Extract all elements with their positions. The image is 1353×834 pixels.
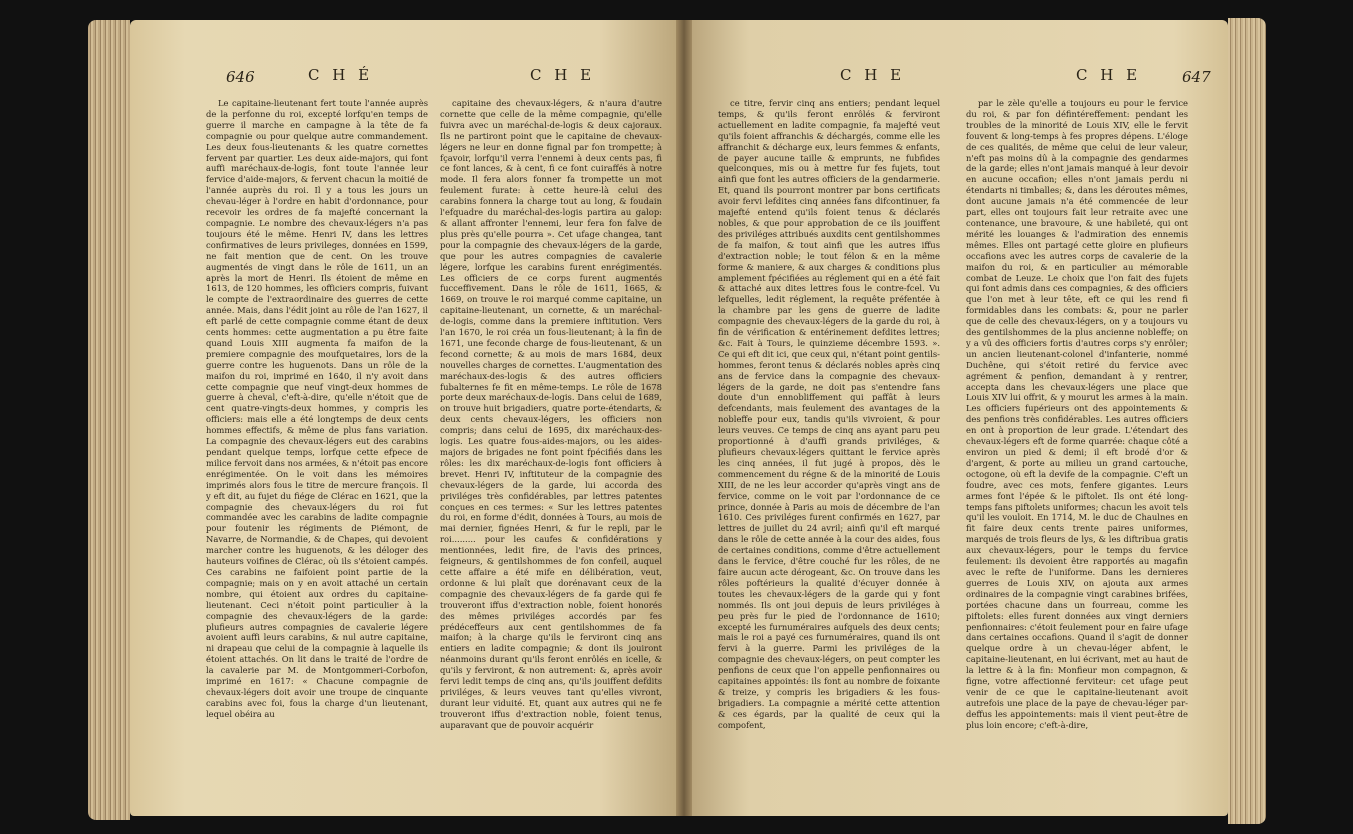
book-gutter <box>676 20 692 816</box>
column-text: ce titre, fervir cinq ans entiers; pendant lequel temps, & qu'ils feront enrôlés & ferviront actuellement en ladite compagnie, fa majefté veut qu'ils foient affranchis & déchargés, comme elle les affranchit & décharge eux, leurs femmes & enfants, de payer aucune taille & emprunts, ne fubfides quelconques, mis ou à mettre fur fes fujets, tout ainfi que font les autres officiers de la gendarmerie. Et, quand ils pourront montrer par bons certificats avoir fervi lefdites cinq années fans difcontinuer, fa majefté entend qu'ils foient tenus & déclarés nobles, & que pour approbation de ce ils jouiffent des priviléges attribués auxdits cent gentilshommes de fa maifon, & tout ainfi que les autres iffus d'extraction noble; le tout félon & en la même forme & maniere, & aux charges & conditions plus amplement fpécifiées au réglement qui en a été fait & attaché aux dites lettres fous le contre-fcel. Vu lefquelles, ledit réglement, la requête préfentée à la chambre par les gens de guerre de ladite compagnie des chevaux-légers de la garde du roi, à fin de vérification & entérinement defdites lettres; &c. Fait à Tours, le quinzieme décembre 1593. ». Ce qui eft dit ici, que ceux qui, n'étant point gentils-hommes, feront tenus & déclarés nobles après cinq ans de fervice dans la compagnie des chevaux-légers de la garde, ne doit pas s'entendre fans doute d'un ennobliffement qui paffât à leurs defcendants, mais feulement des avantages de la nobleffe pour eux, tandis qu'ils vivroient, & pour leurs veuves. Ce temps de cinq ans ayant paru peu proportionné à d'auffi grands priviléges, & plufieurs chevaux-légers quittant le fervice après les cinq années, il fut jugé à propos, dès le commencement du régne & de la minorité de Louis XIII, de ne les leur accorder qu'après vingt ans de fervice, comme on le voit par l'ordonnance de ce prince, donnée à Paris au mois de décembre de l'an 1610. Ces priviléges furent confirmés en 1627, par lettres de juillet du 24 avril; ainfi qu'il eft marqué dans le rôle de cette année à la cour des aides, fous de certaines conditions, comme d'être actuellement dans le fervice, d'être couché fur les rôles, de ne faire aucun acte dérogeant, &c. On trouve dans les rôles poftérieurs la qualité d'écuyer donnée à toutes les chevaux-légers de la garde qui y font nommés. Ils ont joui depuis de leurs priviléges à peu près fur le pied de l'ordonnance de 1610; excepté les furnuméraires aufquels des deux cents; mais le roi a payé ces furnuméraires, quand ils ont fervi à la guerre. Parmi les priviléges de la compagnie des chevaux-légers, on peut compter les penfions de ceux que l'on appelle penfionnaires ou capitaines appointés: ils font au nombre de foixante & treize, y compris les brigadiers & les fous-brigadiers. La compagnie a mérité cette attention & ces égards, par la qualité de ceux qui la compofent, <box>718 98 940 730</box>
page-edges-left <box>88 20 130 820</box>
column-text: capitaine des chevaux-légers, & n'aura d'autre cornette que celle de la même compagnie, qu'elle fuivra avec un maréchal-de-logis & deux cajoraux. Ils ne partiront point que le capitaine de chevaux-légers ne leur en donne fignal par fon trompette; à fçavoir, lorfqu'il verra l'ennemi à deux cents pas, fi ce font lances, & à cent, fi ce font cuiraffés à notre mode. Il fera alors fonner fa trompette un mot feulement furate: à cette heure-là celui des carabins fonnera la charge tout au long, & foudain l'efquadre du maréchal-des-logis partira au galop: & allant affronter l'ennemi, leur fera fon falve de plus près qu'elle pourra ». Cet ufage changea, tant pour la compagnie des chevaux-légers de la garde, que pour les autres compagnies de cavalerie légere, lorfque les carabins furent enrégimentés. Les officiers de ce corps furent augmentés fucceffivement. Dans le rôle de 1611, 1665, & 1669, on trouve le roi marqué comme capitaine, un capitaine-lieutenant, un cornette, & un maréchal-de-logis, comme dans la premiere inftitution. Vers l'an 1670, le roi créa un fous-lieutenant; à la fin de 1671, une feconde charge de fous-lieutenant, & un fecond cornette; & au mois de mars 1684, deux nouvelles charges de cornettes. L'augmentation des maréchaux-des-logis & des autres officiers fubalternes fe fit en même-temps. Le rôle de 1678 porte deux maréchaux-de-logis. Dans celui de 1689, on trouve huit brigadiers, quatre porte-étendarts, & deux cents chevaux-légers, les officiers non compris; dans celui de 1695, dix maréchaux-des-logis. Les quatre fous-aides-majors, ou les aides-majors de brigades ne font point fpécifiés dans les rôles: les dix maréchaux-de-logis font officiers à brevet. Henri IV, inftituteur de la compagnie des chevaux-légers de la garde, lui accorda des priviléges très confidérables, par lettres patentes conçues en ces termes: « Sur les lettres patentes du roi, en forme d'édit, données à Tours, au mois de mai dernier, fignées Henri, & fur le repli, par le roi......... pour les caufes & confidérations y mentionnées, ledit fire, de l'avis des princes, feigneurs, & gentilshommes de fon confeil, auquel cette affaire a été mife en délibération, veut, ordonne & lui plaît que dorénavant ceux de la compagnie des chevaux-légers de fa garde qui fe trouveront iffus d'extraction noble, foient honorés des mêmes priviléges accordés par fes prédéceffeurs aux cent gentilshommes de fa maifon; à la charge qu'ils le ferviront cinq ans entiers en ladite compagnie; & dont ils jouiront néanmoins durant qu'ils feront enrôlés en icelle, & qu'ils y ferviront, & non autrement: &, après avoir fervi ledit temps de cinq ans, qu'ils jouiffent defdits priviléges, & leurs veuves tant qu'elles vivront, durant leur viduité. Et, quant aux autres qui ne fe trouveront iffus d'extraction noble, foient tenus, auparavant que de pouvoir acquérir <box>440 98 662 730</box>
running-head-left-page-right: C H E <box>530 66 596 84</box>
running-head-right-page-left: C H E <box>840 66 906 84</box>
right-page <box>684 20 1228 816</box>
running-head-left: C H É <box>308 66 374 84</box>
column-text: par le zèle qu'elle a toujours eu pour le fervice du roi, & par fon défintéreffement: pendant les troubles de la minorité de Louis XIV, elle le fervit fouvent & long-temps à fes propres dépens. L'éloge de ces qualités, de même que celui de leur valeur, n'eft pas moins dû à la compagnie des gendarmes de la garde; elles n'ont jamais manqué à leur devoir en aucune occafion; elles n'ont jamais perdu ni étendarts ni timballes; &, dans les déroutes mêmes, dont aucune jamais n'a été commencée de leur part, elles ont toujours fait leur retraite avec une contenance, une bravoure, & une habileté, qui ont mérité les louanges & l'admiration des ennemis mêmes. Elles ont partagé cette gloire en plufieurs occafions avec les autres corps de cavalerie de la maifon du roi, & en particulier au mémorable combat de Leuze. Le choix que l'on fait des fujets qui font admis dans ces compagnies, & des officiers que l'on met à leur tête, eft ce qui les rend fi formidables dans les combats: &, pour ne parler que de celle des chevaux-légers, on y a toujours vu des gentilshommes de la plus ancienne nobleffe; on y a vû des officiers fortis d'autres corps s'y enrôler; un ancien lieutenant-colonel d'infanterie, nommé Duchêne, qui s'étoit retiré du fervice avec agrément & penfion, demandant à y rentrer, accepta dans les chevaux-légers une place que Louis XIV lui offrit, & y mourut les armes à la main. Les officiers fupérieurs ont des appointements & des penfions très confidérables. Les autres officiers en ont à proportion de leur grade. L'étendart des chevaux-légers eft de forme quarrée: chaque côté a environ un pied & demi; il eft brodé d'or & d'argent, & porte au milieu un grand cartouche, octogone, où eft la devife de la compagnie. C'eft un foudre, avec ces mots, fenfere gigantes. Leurs armes font l'épée & le piftolet. Ils ont été long-temps fans piftolets uniformes; chacun les avoit tels qu'il les vouloit. En 1714, M. le duc de Chaulnes en fit faire deux cents trente paires uniformes, marqués de trois fleurs de lys, & les diftribua gratis aux chevaux-légers, pour le temps du fervice feulement: ils devoient être rapportés au magafin avec le refte de l'uniforme. Dans les dernieres guerres de Louis XIV, on ajouta aux armes ordinaires de la compagnie vingt carabines brifées, portées chacune dans un fourreau, comme les piftolets: elles furent données aux vingt derniers penfionnaires: c'étoit feulement pour en faire ufage dans certaines occafions. Quand il s'agit de donner quelque ordre à un chevau-léger abfent, le capitaine-lieutenant, en lui écrivant, met au haut de la lettre & à la fin: Monfieur mon compagnon, & figne, votre affectionné ferviteur: cet ufage peut venir de ce que le capitaine-lieutenant avoit autrefois une place de la paye de chevau-léger par-deffus les appointements: mais il vient peut-être de plus loin encore; c'eft-à-dire, <box>966 98 1188 730</box>
left-page-column-2 <box>440 98 662 816</box>
left-page-column-1 <box>206 98 428 816</box>
right-page-column-1 <box>718 98 940 816</box>
folio-left: 646 <box>226 68 255 86</box>
right-page-column-2 <box>966 98 1188 816</box>
running-head-right: C H E <box>1076 66 1142 84</box>
column-text: Le capitaine-lieutenant fert toute l'année auprès de la perfonne du roi, excepté lorfqu'en temps de guerre il marche en campagne à la tête de fa compagnie ou pour quelque autre commandement. Les deux fous-lieutenants & les quatre cornettes fervent par quartier. Les deux aide-majors, qui font auffi maréchaux-de-logis, font toute l'année leur fervice d'aide-majors, & fervent chacun la moitié de l'année auprès du roi. Il y a tous les jours un chevau-léger à l'ordre en habit d'ordonnance, pour recevoir les ordres de fa majefté concernant la compagnie. Le nombre des chevaux-légers n'a pas toujours été le même. Henri IV, dans les lettres confirmatives de leurs privileges, données en 1599, ne fait mention que de cent. On les trouve augmentés de vingt dans le rôle de 1611, un an après la mort de Henri. Ils étoient de même en 1613, de 120 hommes, les officiers compris, fuivant le compte de l'extraordinaire des guerres de cette année. Mais, dans l'édit joint au rôle de l'an 1627, il eft parlé de cette compagnie comme étant de deux cents hommes: cette augmentation a pu être faite quand Louis XIII augmenta fa maifon de la premiere compagnie des moufquetaires, lors de la guerre contre les huguenots. Dans un rôle de la maifon du roi, imprimé en 1640, il n'y avoit dans cette compagnie que neuf vingt-deux hommes de guerre à cheval, c'eft-à-dire, qu'elle n'étoit que de cent quatre-vingts-deux hommes, y compris les officiers: mais elle a été longtemps de deux cents hommes effectifs, & même de plus fans variation. La compagnie des chevaux-légers eut des carabins pendant quelque temps, lorfque cette efpece de milice fervoit dans nos armées, & n'étoit pas encore enrégimentée. On le voit dans les mémoires imprimés alors fous le titre de mercure françois. Il y eft dit, au fujet du fiége de Clérac en 1621, que la compagnie des chevaux-légers du roi fut commandée avec les carabins de ladite compagnie pour foutenir les régiments de Piémont, de Navarre, de Normandie, & de Chapes, qui devoient marcher contre les huguenots, & les déloger des hauteurs voifines de Clérac, où ils s'étoient campés. Ces carabins ne faifoient point partie de la compagnie; mais on y en avoit attaché un certain nombre, qui étoient aux ordres du capitaine-lieutenant. Ceci n'étoit point particulier à la compagnie des chevaux-légers de la garde: plufieurs autres compagnies de cavalerie légere avoient auffi leurs carabins, & nul autre capitaine, ni drapeau que celui de la compagnie à laquelle ils étoient attachés. On lit dans le traité de l'ordre de la cavalerie par M. de Montgommeri-Corbofon, imprimé en 1617: « Chacune compagnie de chevaux-légers doit avoir une troupe de cinquante carabins avec foi, fous la charge d'un lieutenant, lequel obéira au <box>206 98 428 719</box>
left-page <box>130 20 682 816</box>
folio-right: 647 <box>1182 68 1211 86</box>
page-edges-right <box>1228 18 1266 824</box>
